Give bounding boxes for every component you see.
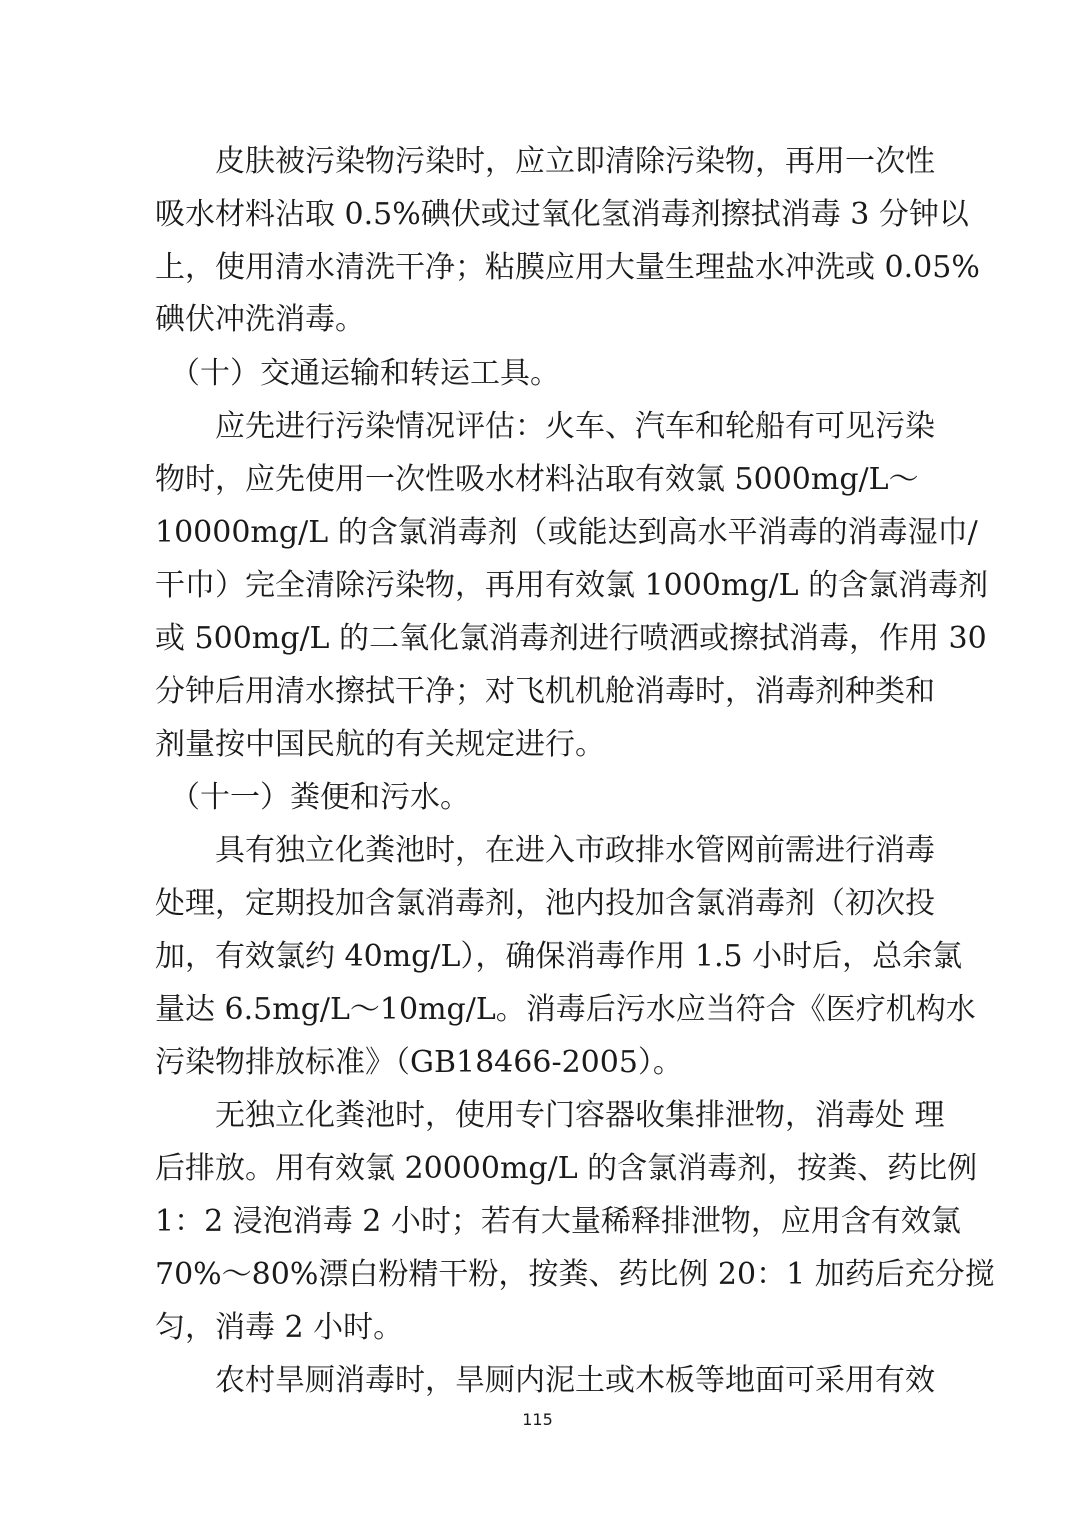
text-line: 匀，消毒 2 小时。 <box>155 1310 404 1345</box>
text-line: 后排放。用有效氯 20000mg/L 的含氯消毒剂，按粪、药比例 <box>155 1151 978 1186</box>
text-line: 70%～80%漂白粉精干粉，按粪、药比例 20：1 加药后充分搅 <box>155 1257 995 1292</box>
text-line: 量达 6.5mg/L～10mg/L。消毒后污水应当符合《医疗机构水 <box>155 992 976 1027</box>
text-line: 剂量按中国民航的有关规定进行。 <box>155 727 605 762</box>
text-line: 干巾）完全清除污染物，再用有效氯 1000mg/L 的含氯消毒剂 <box>155 568 989 603</box>
text-line: 皮肤被污染物污染时，应立即清除污染物，再用一次性 <box>155 144 935 179</box>
text-line: 10000mg/L 的含氯消毒剂（或能达到高水平消毒的消毒湿巾/ <box>155 515 978 550</box>
text-line: 无独立化粪池时，使用专门容器收集排泄物，消毒处 理 <box>155 1098 945 1133</box>
text-line: 处理，定期投加含氯消毒剂，池内投加含氯消毒剂（初次投 <box>155 886 935 921</box>
text-line: 1：2 浸泡消毒 2 小时；若有大量稀释排泄物，应用含有效氯 <box>155 1204 961 1239</box>
text-line: 农村旱厕消毒时，旱厕内泥土或木板等地面可采用有效 <box>155 1363 935 1398</box>
text-line: 或 500mg/L 的二氧化氯消毒剂进行喷洒或擦拭消毒，作用 30 <box>155 621 987 656</box>
text-line: 具有独立化粪池时，在进入市政排水管网前需进行消毒 <box>155 833 935 868</box>
section-heading: （十）交通运输和转运工具。 <box>155 356 560 391</box>
text-line: 碘伏冲洗消毒。 <box>155 302 365 337</box>
text-line: 加，有效氯约 40mg/L），确保消毒作用 1.5 小时后，总余氯 <box>155 939 963 974</box>
text-line: 污染物排放标准》（GB18466-2005）。 <box>155 1045 683 1080</box>
page-number: 115 <box>522 1410 553 1429</box>
section-heading: （十一）粪便和污水。 <box>155 780 470 815</box>
text-line: 上，使用清水清洗干净；粘膜应用大量生理盐水冲洗或 0.05% <box>155 250 980 285</box>
text-line: 物时，应先使用一次性吸水材料沾取有效氯 5000mg/L～ <box>155 462 919 497</box>
text-line: 分钟后用清水擦拭干净；对飞机机舱消毒时，消毒剂种类和 <box>155 674 935 709</box>
text-line: 吸水材料沾取 0.5%碘伏或过氧化氢消毒剂擦拭消毒 3 分钟以 <box>155 197 969 232</box>
text-line: 应先进行污染情况评估：火车、汽车和轮船有可见污染 <box>155 409 935 444</box>
